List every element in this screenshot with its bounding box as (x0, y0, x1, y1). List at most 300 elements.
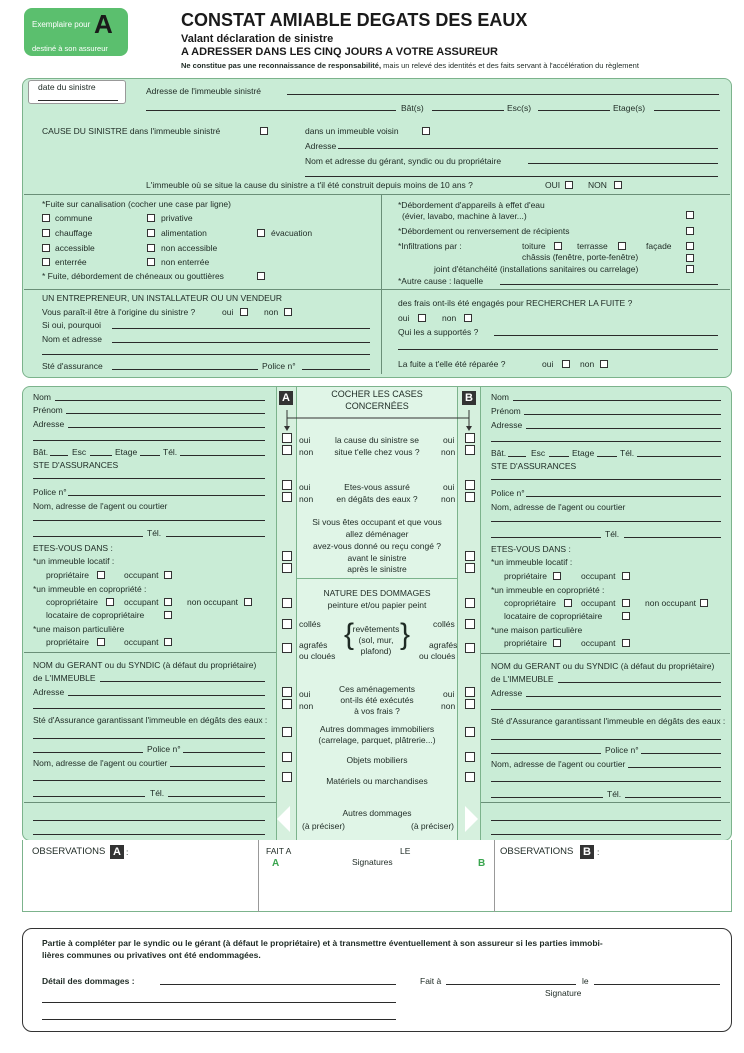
reparee-question: La fuite a t'elle été réparée ? (398, 359, 506, 369)
chassis-label: châssis (fenêtre, porte-fenêtre) (522, 252, 639, 262)
alimentation-checkbox[interactable] (147, 229, 155, 237)
tel3-field-a[interactable] (168, 796, 265, 797)
facade-label: façade (646, 241, 672, 251)
address-label: Adresse de l'immeuble sinistré (146, 86, 262, 96)
observations-area (22, 840, 732, 912)
nature-sub: peinture et/ou papier peint (327, 600, 427, 610)
agrafes-checkbox-a[interactable] (282, 643, 292, 653)
am-line-2: ont-ils été exécutés (340, 695, 414, 705)
etage-label-b: Etage (572, 448, 595, 458)
objets-label: Objets mobiliers (346, 755, 408, 765)
privative-checkbox[interactable] (147, 214, 155, 222)
esc-field-a[interactable] (90, 455, 112, 456)
maison-occupant-label-b: occupant (581, 638, 616, 648)
brace-right-icon: } (400, 618, 411, 651)
non-occupant-checkbox-a[interactable] (244, 598, 252, 606)
materiels-checkbox-b[interactable] (465, 772, 475, 782)
esc-field[interactable] (538, 110, 610, 111)
objets-checkbox-a[interactable] (282, 752, 292, 762)
gerant-adresse-field-a[interactable] (68, 695, 265, 696)
brace-left-icon: { (344, 618, 355, 651)
origin-non-label: non (264, 307, 279, 317)
non-accessible-label: non accessible (161, 243, 218, 253)
police-label-a: Police n° (33, 487, 67, 497)
bat-field-a[interactable] (50, 455, 68, 456)
coproprietaire-checkbox-b[interactable] (564, 599, 572, 607)
divider-h2 (24, 289, 730, 290)
divider-a2 (24, 802, 276, 803)
proprietaire-label-b: propriétaire (504, 571, 547, 581)
tel2-field-b[interactable] (624, 537, 721, 538)
chauffage-checkbox[interactable] (42, 229, 50, 237)
proprietaire-label-a: propriétaire (46, 570, 89, 580)
police-field-a[interactable] (68, 495, 265, 496)
evacuation-label: évacuation (271, 228, 313, 238)
gerant-line-2[interactable] (305, 176, 718, 177)
tel2-field-a[interactable] (166, 536, 265, 537)
cocher-title-1: COCHER LES CASES (331, 389, 423, 399)
badge-a: A (279, 391, 293, 405)
bat-label-a: Bât. (33, 447, 49, 457)
nom-adresse-label: Nom et adresse (42, 334, 102, 344)
tel2-label-b: Tél. (605, 529, 620, 539)
cloues-b: ou cloués (419, 651, 456, 661)
q3-avant-checkbox-b[interactable] (465, 551, 475, 561)
locatif-label-a: *un immeuble locatif : (33, 556, 115, 566)
alimentation-label: alimentation (161, 228, 207, 238)
ste-assurance-field[interactable] (112, 369, 258, 370)
tel-field-a[interactable] (180, 455, 265, 456)
detail-line-2[interactable] (42, 1002, 396, 1003)
privative-label: privative (161, 213, 193, 223)
occupant-checkbox-b[interactable] (622, 572, 630, 580)
agent2-line-2-b[interactable] (491, 781, 721, 782)
reparee-non-label: non (580, 359, 595, 369)
agrafes-checkbox-b[interactable] (465, 643, 475, 653)
maison-occupant-checkbox-a[interactable] (164, 638, 172, 646)
autres-line-2-b[interactable] (491, 834, 721, 835)
toiture-checkbox[interactable] (554, 242, 562, 250)
frais-non-label: non (442, 313, 457, 323)
colles-a: collés (299, 619, 321, 629)
divider-b2 (481, 802, 730, 803)
badge-b: B (462, 391, 476, 405)
bat-field-b[interactable] (508, 456, 526, 457)
nom-field-a[interactable] (55, 400, 265, 401)
maison-proprietaire-label-a: propriétaire (46, 637, 89, 647)
agrafes-a: agrafés (299, 640, 328, 650)
arrow-left-icon (276, 806, 292, 832)
qui-field[interactable] (494, 335, 718, 336)
gerant-adresse-line-2-b[interactable] (491, 709, 721, 710)
am-line-1: Ces aménagements (338, 684, 416, 694)
q1-line-1: la cause du sinistre se (334, 435, 420, 445)
facade-checkbox[interactable] (686, 242, 694, 250)
police2-field-b[interactable] (641, 753, 721, 754)
maison-proprietaire-checkbox-b[interactable] (553, 639, 561, 647)
agent-label-a: Nom, adresse de l'agent ou courtier (33, 501, 168, 511)
autre-field[interactable] (500, 284, 718, 285)
non-enterree-label: non enterrée (161, 257, 210, 267)
origin-oui-checkbox[interactable] (240, 308, 248, 316)
esc-label-a: Esc (72, 447, 87, 457)
agent-line-2-a[interactable] (33, 536, 143, 537)
immeuble-field-b[interactable] (558, 682, 721, 683)
tel-label-a: Tél. (163, 447, 178, 457)
form-disclaimer: Ne constitue pas une reconnaissance de responsabilité, mais un relevé des identités et des faits servant à l'accélération du règlement (181, 61, 639, 70)
copro-label-a: *un immeuble en copropriété : (33, 584, 147, 594)
am-oui-checkbox-b[interactable] (465, 687, 475, 697)
gerant-label: Nom et adresse du gérant, syndic ou du propriétaire (305, 156, 502, 166)
peinture-checkbox-b[interactable] (465, 598, 475, 608)
joint-label: joint d'étanchéité (installations sanitaires ou carrelage) (434, 264, 639, 274)
tel-field-b[interactable] (637, 456, 721, 457)
q1-oui-a: oui (299, 435, 311, 445)
arrows-icon (283, 410, 473, 432)
prenom-field-a[interactable] (66, 413, 265, 414)
origin-non-checkbox[interactable] (284, 308, 292, 316)
q2-oui-a: oui (299, 482, 311, 492)
q3-avant-checkbox-a[interactable] (282, 551, 292, 561)
prenom-label-a: Prénom (33, 405, 63, 415)
qui-label: Qui les a supportés ? (398, 327, 479, 337)
q3-apres-checkbox-a[interactable] (282, 563, 292, 573)
debordement-checkbox[interactable] (686, 211, 694, 219)
q2-non-checkbox-b[interactable] (465, 492, 475, 502)
detail-label: Détail des dommages : (42, 976, 135, 986)
q2-oui-checkbox-a[interactable] (282, 480, 292, 490)
maison-proprietaire-checkbox-a[interactable] (97, 638, 105, 646)
police-field[interactable] (302, 369, 370, 370)
etage-label-a: Etage (115, 447, 138, 457)
etes-label-b: ETES-VOUS DANS : (491, 544, 571, 554)
nom-adresse-line-2[interactable] (42, 354, 370, 355)
ste-assurance-label: Sté d'assurance (42, 361, 103, 371)
colles-checkbox-a[interactable] (282, 619, 292, 629)
divider-v1 (381, 194, 382, 374)
locataire-label-b: locataire de copropriétaire (504, 611, 603, 621)
form-title: CONSTAT AMIABLE DEGATS DES EAUX (181, 10, 528, 30)
etage-field-b[interactable] (597, 456, 617, 457)
agent-field-a[interactable] (33, 520, 265, 521)
coproprietaire-checkbox-a[interactable] (106, 598, 114, 606)
syndic-le-field[interactable] (594, 984, 720, 985)
adresse-field-b[interactable] (526, 428, 721, 429)
nature-title: NATURE DES DOMMAGES (323, 588, 431, 598)
enterree-checkbox[interactable] (42, 258, 50, 266)
coproprietaire-label-b: copropriétaire (504, 598, 556, 608)
occupant-label-a: occupant (124, 570, 159, 580)
autres-line-1-a[interactable] (33, 820, 265, 821)
center-divider (297, 578, 457, 579)
etage-label: Etage(s) (613, 103, 646, 113)
q2-line-1: Etes-vous assuré (344, 482, 410, 492)
gerant-adresse-label-a: Adresse (33, 687, 65, 697)
renversement-checkbox[interactable] (686, 227, 694, 235)
am-non-checkbox-b[interactable] (465, 699, 475, 709)
police2-field-a[interactable] (183, 752, 265, 753)
agent2-line-2-a[interactable] (33, 780, 265, 781)
detail-line-3[interactable] (42, 1019, 396, 1020)
police2-line-b[interactable] (491, 753, 601, 754)
colles-b: collés (433, 619, 455, 629)
non-accessible-checkbox[interactable] (147, 244, 155, 252)
joint-checkbox[interactable] (686, 265, 694, 273)
syndic-text-2: lières communes ou privatives ont été endommagées. (42, 950, 261, 960)
nom-field-b[interactable] (513, 400, 721, 401)
neighbor-label: dans un immeuble voisin (305, 126, 399, 136)
esc-label: Esc(s) (507, 103, 532, 113)
tel3-label-a: Tél. (150, 788, 165, 798)
q2-non-b: non (441, 494, 456, 504)
frais-non-checkbox[interactable] (464, 314, 472, 322)
commune-label: commune (55, 213, 93, 223)
maison-occupant-checkbox-b[interactable] (622, 639, 630, 647)
arrow-right-icon (463, 806, 479, 832)
copro-occupant-label-a: occupant (124, 597, 159, 607)
aut-line-1: Autres dommages immobiliers (319, 724, 435, 734)
terrasse-checkbox[interactable] (618, 242, 626, 250)
q3-line-4: avant le sinistre (347, 553, 407, 563)
materiels-label: Matériels ou marchandises (326, 776, 428, 786)
agent-label-b: Nom, adresse de l'agent ou courtier (491, 502, 626, 512)
obs-divider-2 (494, 840, 495, 912)
q3-line-1: Si vous êtes occupant et que vous (312, 517, 442, 527)
rev-line-3: plafond) (360, 646, 392, 656)
esc-field-b[interactable] (549, 456, 569, 457)
autres-label: Autres dommages (342, 808, 412, 818)
non-occupant-label-b: non occupant (645, 598, 697, 608)
agent2-label-b: Nom, adresse de l'agent ou courtier (491, 759, 626, 769)
accessible-checkbox[interactable] (42, 244, 50, 252)
pourquoi-label: Si oui, pourquoi (42, 320, 102, 330)
tel-label-b: Tél. (620, 448, 635, 458)
le-label: LE (400, 846, 411, 856)
ten-years-non-label: NON (588, 180, 607, 190)
q1-oui-checkbox-a[interactable] (282, 433, 292, 443)
police-label: Police n° (262, 361, 296, 371)
address-line-2[interactable] (146, 110, 396, 111)
ste-immeuble-field-a[interactable] (33, 738, 265, 739)
adresse-field-a[interactable] (68, 427, 265, 428)
q2-oui-checkbox-b[interactable] (465, 480, 475, 490)
evier-label: (évier, lavabo, machine à laver...) (402, 211, 527, 221)
commune-checkbox[interactable] (42, 214, 50, 222)
terrasse-label: terrasse (577, 241, 608, 251)
signature-a-label: A (272, 858, 280, 869)
occupant-checkbox-a[interactable] (164, 571, 172, 579)
reparee-oui-checkbox[interactable] (562, 360, 570, 368)
autres-line-1-b[interactable] (491, 820, 721, 821)
locataire-label-a: locataire de copropriétaire (46, 610, 145, 620)
police-label-b: Police n° (491, 488, 525, 498)
ten-years-non-checkbox[interactable] (614, 181, 622, 189)
agent-line-2-b[interactable] (491, 537, 601, 538)
ten-years-oui-label: OUI (545, 180, 561, 190)
bat-field[interactable] (432, 110, 504, 111)
autres-line-2-a[interactable] (33, 834, 265, 835)
adresse-label-b: Adresse (491, 420, 523, 430)
immeuble-field-a[interactable] (100, 681, 265, 682)
copro-occupant-checkbox-a[interactable] (164, 598, 172, 606)
aut-checkbox-a[interactable] (282, 727, 292, 737)
colon-a: : (126, 847, 129, 857)
chenaux-label: * Fuite, débordement de chéneaux ou gouttières (42, 271, 224, 281)
maison-proprietaire-label-b: propriétaire (504, 638, 547, 648)
cocher-title-2: CONCERNÉES (345, 401, 409, 411)
prenom-label-b: Prénom (491, 406, 521, 416)
q1-non-checkbox-a[interactable] (282, 445, 292, 455)
agent2-field-b[interactable] (628, 767, 721, 768)
adresse-label-a: Adresse (33, 419, 65, 429)
date-field[interactable] (38, 100, 118, 101)
syndic-text-1: Partie à compléter par le syndic ou le gérant (à défaut le propriétaire) et à transmettre éventuellement à son assureur si les parties immobi- (42, 938, 603, 948)
toiture-label: toiture (522, 241, 546, 251)
am-oui-a: oui (299, 689, 311, 699)
ten-years-oui-checkbox[interactable] (565, 181, 573, 189)
origin-question: Vous paraît-il être à l'origine du sinistre ? (42, 307, 196, 317)
form-subtitle: Valant déclaration de sinistre (181, 33, 334, 45)
maison-label-a: *une maison particulière (33, 624, 125, 634)
tel3-line-a[interactable] (33, 796, 145, 797)
address-field[interactable] (287, 94, 719, 95)
q3-line-2: allez déménager (345, 529, 409, 539)
etage-field-a[interactable] (140, 455, 160, 456)
gerant-adresse-field-b[interactable] (526, 696, 721, 697)
non-enterree-checkbox[interactable] (147, 258, 155, 266)
contractor-title: UN ENTREPRENEUR, UN INSTALLATEUR OU UN VENDEUR (42, 293, 283, 303)
chenaux-checkbox[interactable] (257, 272, 265, 280)
maison-label-b: *une maison particulière (491, 625, 583, 635)
am-oui-checkbox-a[interactable] (282, 687, 292, 697)
infiltrations-label: *Infiltrations par : (398, 241, 462, 251)
neighbor-address-label: Adresse (305, 141, 337, 151)
form-instruction: A ADRESSER DANS LES CINQ JOURS A VOTRE ASSUREUR (181, 46, 499, 58)
police2-line-a[interactable] (33, 752, 143, 753)
q1-oui-checkbox-b[interactable] (465, 433, 475, 443)
peinture-checkbox-a[interactable] (282, 598, 292, 608)
reparee-non-checkbox[interactable] (600, 360, 608, 368)
adresse-line-2-a[interactable] (33, 440, 265, 441)
ste-label-a: STE D'ASSURANCES (33, 460, 119, 470)
colon-b: : (597, 847, 600, 857)
tel3-line-b[interactable] (491, 797, 603, 798)
q2-non-a: non (299, 494, 314, 504)
gerant-adresse-line-2-a[interactable] (33, 708, 265, 709)
q3-apres-checkbox-b[interactable] (465, 563, 475, 573)
ste-field-a[interactable] (33, 478, 265, 479)
observations-a-label: OBSERVATIONS (32, 846, 106, 857)
police-field-b[interactable] (526, 496, 721, 497)
coproprietaire-label-a: copropriétaire (46, 597, 98, 607)
locataire-checkbox-a[interactable] (164, 611, 172, 619)
syndic-signature-label: Signature (545, 988, 582, 998)
obs-divider-1 (258, 840, 259, 912)
rev-line-1: revêtements (352, 624, 400, 634)
detail-field[interactable] (160, 984, 396, 985)
ste-immeuble-field-b[interactable] (491, 739, 721, 740)
police2-label-a: Police n° (147, 744, 181, 754)
copy-letter: A (94, 9, 113, 39)
syndic-fait-label: Fait à (420, 976, 442, 986)
agent-field-b[interactable] (491, 521, 721, 522)
am-non-checkbox-a[interactable] (282, 699, 292, 709)
evacuation-checkbox[interactable] (257, 229, 265, 237)
q2-oui-b: oui (443, 482, 455, 492)
cause-checkbox[interactable] (260, 127, 268, 135)
syndic-fait-field[interactable] (446, 984, 576, 985)
copy-sub: destiné à son assureur (32, 44, 108, 53)
q1-line-2: situe t'elle chez vous ? (334, 447, 420, 457)
gerant-label-a: NOM du GERANT ou du SYNDIC (à défaut du propriétaire) (33, 660, 257, 670)
non-occupant-checkbox-b[interactable] (700, 599, 708, 607)
bat-label-b: Bât. (491, 448, 507, 458)
agent2-field-a[interactable] (170, 766, 265, 767)
proprietaire-checkbox-a[interactable] (97, 571, 105, 579)
ste-field-b[interactable] (491, 479, 721, 480)
q3-line-5: après le sinistre (347, 564, 407, 574)
chauffage-label: chauffage (55, 228, 93, 238)
objets-checkbox-b[interactable] (465, 752, 475, 762)
gerant-field[interactable] (528, 163, 718, 164)
nom-label-b: Nom (491, 392, 509, 402)
copro-label-b: *un immeuble en copropriété : (491, 585, 605, 595)
cause-label: CAUSE DU SINISTRE dans l'immeuble sinistré (42, 126, 221, 136)
qui-line-2[interactable] (398, 349, 718, 350)
ten-years-question: L'immeuble où se situe la cause du sinistre a t'il été construit depuis moins de 10 ans ? (146, 180, 473, 190)
am-oui-b: oui (443, 689, 455, 699)
ste-label-b: STE D'ASSURANCES (491, 461, 577, 471)
divider-b (481, 653, 730, 654)
tel3-field-b[interactable] (625, 797, 721, 798)
preciser-b: (à préciser) (411, 821, 454, 831)
etage-field[interactable] (654, 110, 720, 111)
nom-adresse-field[interactable] (112, 342, 370, 343)
agrafes-b: agrafés (429, 640, 458, 650)
chassis-checkbox[interactable] (686, 254, 694, 262)
locataire-checkbox-b[interactable] (622, 612, 630, 620)
colles-checkbox-b[interactable] (465, 619, 475, 629)
adresse-line-2-b[interactable] (491, 441, 721, 442)
ste-immeuble-label-a: Sté d'Assurance garantissant l'immeuble en dégâts des eaux : (33, 715, 268, 725)
frais-oui-checkbox[interactable] (418, 314, 426, 322)
rev-line-2: (sol, mur, (358, 635, 394, 645)
maison-occupant-label-a: occupant (124, 637, 159, 647)
neighbor-checkbox[interactable] (422, 127, 430, 135)
copy-label: Exemplaire pour (32, 20, 91, 29)
copro-occupant-checkbox-b[interactable] (622, 599, 630, 607)
neighbor-address-field[interactable] (338, 148, 718, 149)
immeuble-label-a: de L'IMMEUBLE (33, 673, 96, 683)
syndic-le-label: le (582, 976, 589, 986)
gerant-adresse-label-b: Adresse (491, 688, 523, 698)
proprietaire-checkbox-b[interactable] (553, 572, 561, 580)
materiels-checkbox-a[interactable] (282, 772, 292, 782)
q2-line-2: en dégâts des eaux ? (336, 494, 418, 504)
q3-line-3: avez-vous donné ou reçu congé ? (312, 541, 442, 551)
tel2-label-a: Tél. (147, 528, 162, 538)
q2-non-checkbox-a[interactable] (282, 492, 292, 502)
pourquoi-field[interactable] (112, 328, 370, 329)
preciser-a: (à préciser) (302, 821, 345, 831)
divider-h1 (24, 194, 730, 195)
q1-oui-b: oui (443, 435, 455, 445)
bat-label: Bât(s) (401, 103, 424, 113)
prenom-field-b[interactable] (524, 414, 721, 415)
q1-non-checkbox-b[interactable] (465, 445, 475, 455)
occupant-label-b: occupant (581, 571, 616, 581)
aut-checkbox-b[interactable] (465, 727, 475, 737)
